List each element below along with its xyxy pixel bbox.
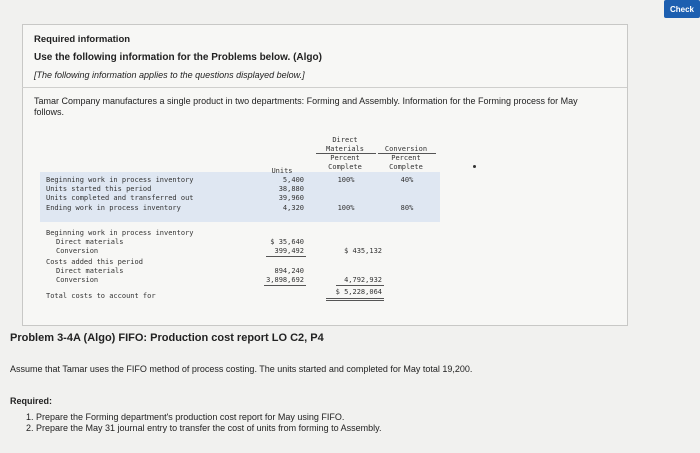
cost-label: Direct materials	[56, 267, 124, 275]
required-item: 1. Prepare the Forming department's production cost report for May using FIFO.	[26, 412, 345, 422]
header-underline	[378, 153, 436, 154]
double-underline	[326, 300, 384, 301]
cost-label: Costs added this period	[46, 258, 143, 266]
use-information-heading: Use the following information for the Problems below. (Algo)	[34, 52, 322, 63]
assumption-text: Assume that Tamar uses the FIFO method of process costing. The units started and completed for May total 19,200.	[10, 364, 473, 374]
row-conv-pct: 80%	[400, 204, 414, 212]
row-units: 38,880	[278, 185, 304, 193]
cost-label: Direct materials	[56, 238, 124, 246]
cost-label: Conversion	[56, 247, 99, 255]
cost-label: Conversion	[56, 276, 99, 284]
divider	[22, 87, 627, 88]
underline	[336, 285, 384, 286]
data-table	[40, 132, 440, 304]
bullet-dot	[473, 165, 476, 168]
follow-note: [The following information applies to the questions displayed below.]	[34, 70, 305, 80]
row-units: 4,320	[282, 204, 304, 212]
double-underline	[326, 298, 384, 299]
row-dm-pct: 100%	[337, 176, 355, 184]
cost-value: 399,492	[274, 247, 304, 255]
col-conv-line1: Conversion	[384, 145, 428, 153]
col-conv-line2: Percent	[391, 154, 421, 162]
required-label: Required:	[10, 396, 53, 406]
row-label: Ending work in process inventory	[46, 204, 181, 212]
required-list	[26, 412, 382, 434]
underline	[266, 256, 306, 257]
row-units: 39,960	[278, 194, 304, 202]
cost-label: Beginning work in process inventory	[46, 229, 194, 237]
col-dm-line1: Direct	[332, 136, 358, 144]
cost-value: 894,240	[274, 267, 304, 275]
header-underline	[316, 153, 376, 154]
row-conv-pct: 40%	[400, 176, 414, 184]
check-button[interactable]: Check	[664, 0, 700, 18]
row-units: 5,400	[282, 176, 304, 184]
col-dm-line2: Materials	[326, 145, 364, 153]
col-dm-line4: Complete	[328, 163, 362, 171]
cost-label: Total costs to account for	[46, 292, 156, 300]
underline	[264, 285, 306, 286]
row-dm-pct: 100%	[337, 204, 355, 212]
required-information-heading: Required information	[34, 34, 131, 45]
row-label: Beginning work in process inventory	[46, 176, 194, 184]
row-label: Units completed and transferred out	[46, 194, 194, 202]
intro-text: Tamar Company manufactures a single product in two departments: Forming and Assembly. Information for the Forming process for May follows.	[34, 96, 578, 117]
cost-value: $ 35,640	[270, 238, 304, 246]
col-units-header: Units	[271, 167, 293, 175]
row-label: Units started this period	[46, 185, 152, 193]
required-item: 2. Prepare the May 31 journal entry to transfer the cost of units from forming to Assembly.	[26, 423, 382, 433]
cost-total: $ 435,132	[344, 247, 382, 255]
col-conv-line3: Complete	[389, 163, 423, 171]
problem-title: Problem 3-4A (Algo) FIFO: Production cost report LO C2, P4	[10, 332, 324, 344]
cost-total: 4,792,932	[344, 276, 382, 284]
col-dm-line3: Percent	[330, 154, 360, 162]
grand-total: $ 5,228,064	[335, 288, 382, 296]
cost-value: 3,898,692	[266, 276, 304, 284]
